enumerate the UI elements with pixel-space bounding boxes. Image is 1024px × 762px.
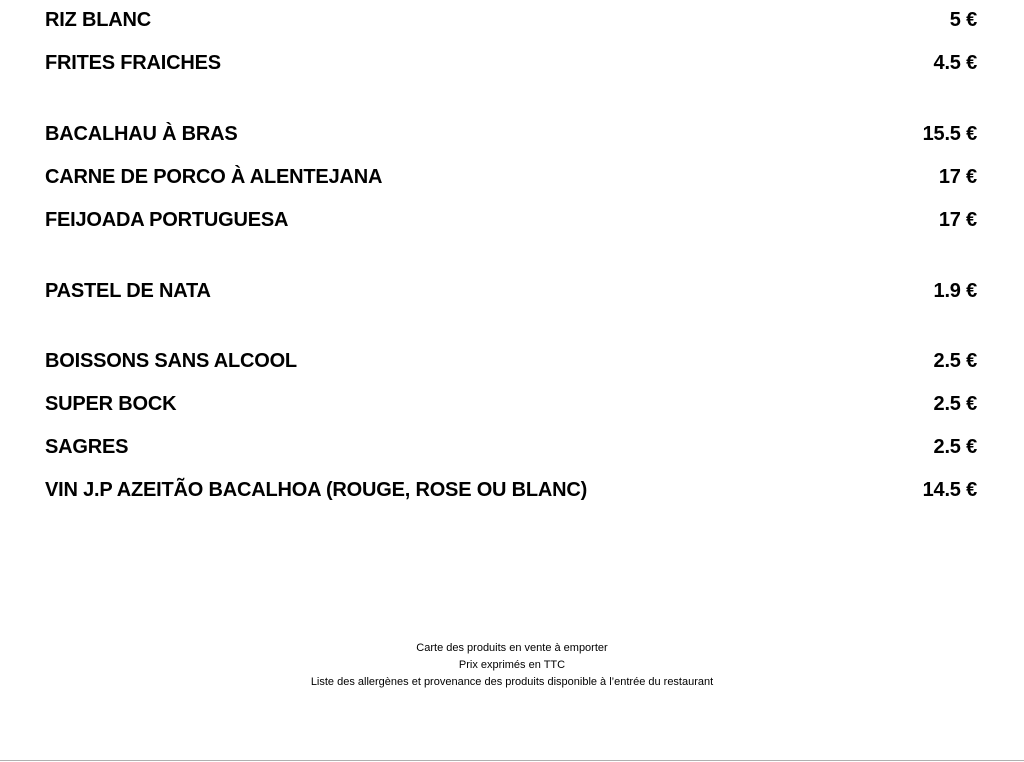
menu-item-name: PASTEL DE NATA (45, 279, 211, 302)
menu-item-carne-de-porco (45, 163, 977, 191)
menu-item-name: FRITES FRAICHES (45, 51, 221, 74)
menu-item-name: BACALHAU À BRAS (45, 122, 238, 145)
page-bottom-divider (0, 760, 1024, 761)
menu-item-price: 2.5 € (933, 392, 977, 415)
footer-line-allergens: Liste des allergènes et provenance des produits disponible à l’entrée du restaurant (310, 676, 714, 688)
menu-item-price: 2.5 € (933, 435, 977, 458)
menu-item-feijoada (45, 206, 977, 234)
menu-item-price: 4.5 € (933, 51, 977, 74)
menu-item-price: 17 € (938, 208, 977, 231)
menu-item-vin (45, 476, 977, 504)
menu-item-bacalhau-a-bras (45, 120, 977, 148)
footer-line-takeaway: Carte des produits en vente à emporter (416, 642, 608, 654)
menu-item-price: 15.5 € (922, 122, 977, 145)
menu-item-sagres (45, 433, 977, 461)
menu-item-price: 1.9 € (933, 279, 977, 302)
menu-item-name: SAGRES (45, 435, 129, 458)
menu-item-name: SUPER BOCK (45, 392, 177, 415)
menu-item-pastel-de-nata (45, 277, 977, 305)
menu-item-name: VIN J.P AZEITÃO BACALHOA (ROUGE, ROSE OU BLANC) (45, 478, 588, 501)
menu-item-super-bock (45, 390, 977, 418)
menu-item-name: RIZ BLANC (45, 8, 151, 31)
menu-item-riz-blanc (45, 6, 977, 34)
menu-item-name: CARNE DE PORCO À ALENTEJANA (45, 165, 383, 188)
menu-item-boissons (45, 347, 977, 375)
menu-item-name: BOISSONS SANS ALCOOL (45, 349, 297, 372)
menu-item-price: 5 € (949, 8, 977, 31)
footer-line-prices: Prix exprimés en TTC (458, 659, 566, 671)
menu-item-name: FEIJOADA PORTUGUESA (45, 208, 289, 231)
footer-notes (0, 640, 1024, 691)
menu-item-frites-fraiches (45, 49, 977, 77)
menu-item-price: 2.5 € (933, 349, 977, 372)
menu-item-price: 14.5 € (922, 478, 977, 501)
menu-item-price: 17 € (938, 165, 977, 188)
